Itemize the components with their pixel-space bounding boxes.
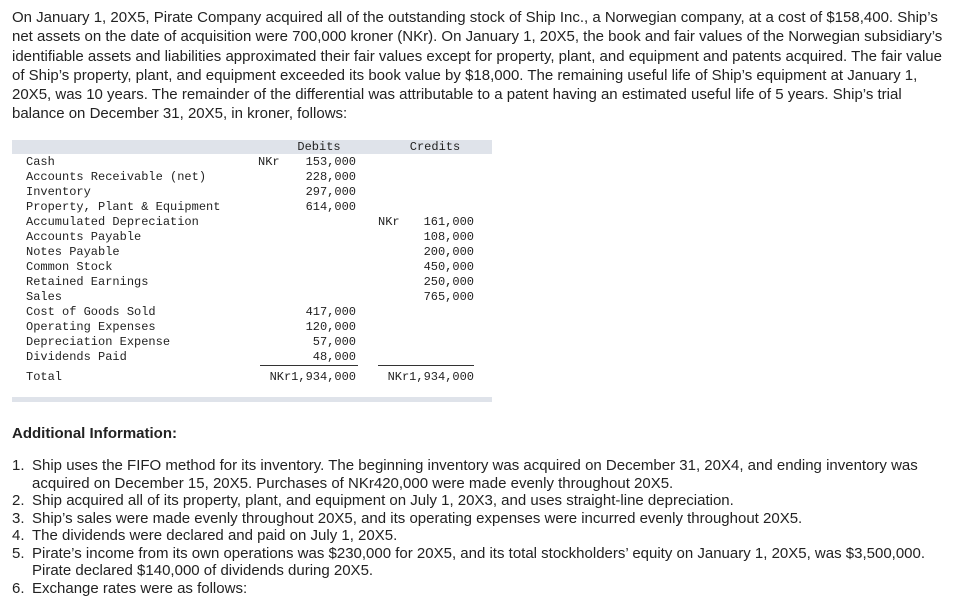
account-name: Notes Payable (26, 245, 120, 259)
account-name: Cost of Goods Sold (26, 305, 156, 319)
account-name: Depreciation Expense (26, 335, 171, 349)
item-text: Ship acquired all of its property, plant, and equipment on July 1, 20X3, and uses straight-line depreciation. (32, 492, 734, 509)
account-name: Property, Plant & Equipment (26, 200, 221, 214)
account-name: Accounts Payable (26, 230, 142, 244)
account-name: Cash (26, 155, 55, 169)
credit-amount: 108,000 (423, 230, 474, 244)
credit-amount: 450,000 (423, 260, 474, 274)
list-item (12, 510, 952, 528)
debit-amount: 57,000 (312, 335, 356, 349)
debit-amount: 120,000 (305, 320, 356, 334)
list-item (12, 457, 952, 492)
additional-info-list (12, 457, 952, 597)
debits-header: Debits (297, 140, 341, 154)
item-number: 6. (12, 579, 25, 597)
table-row (12, 350, 492, 365)
item-number: 3. (12, 509, 25, 527)
item-number: 1. (12, 457, 25, 474)
list-item (12, 580, 952, 598)
debit-amount: 228,000 (305, 170, 356, 184)
problem-intro: On January 1, 20X5, Pirate Company acquired all of the outstanding stock of Ship Inc., a Norwegian company, at a cost of $158,400. Ship’s net assets on the date of acquisition were 700,000 kroner (NKr). On January 1, 20X5, the book and fair values of the Norwegian subsidiary’s identifiable assets and liabilities approximated their fair values except for property, plant, and equipment and patents acquired. The fair value of Ship’s property, plant, and equipment exceeded its book value by $18,000. The remaining useful life of Ship’s equipment at January 1, 20X5, was 10 years. The remainder of the differential was attributable to a patent having an estimated useful life of 5 years. Ship’s trial balance on December 31, 20X5, in kroner, follows: (12, 9, 943, 123)
account-name: Retained Earnings (26, 275, 149, 289)
table-row (12, 155, 492, 170)
credit-amount: 765,000 (423, 290, 474, 304)
account-name: Inventory (26, 185, 91, 199)
account-name: Sales (26, 290, 63, 304)
table-row (12, 215, 492, 230)
item-number: 4. (12, 527, 25, 544)
debit-amount: 48,000 (312, 350, 356, 364)
table-row (12, 305, 492, 320)
item-number: 5. (12, 544, 25, 562)
account-name: Dividends Paid (26, 350, 127, 364)
item-text: Pirate’s income from its own operations was $230,000 for 20X5, and its total stockholders’ equity on January 1, 20X5, was $3,500,000. Pirate declared $140,000 of dividends during 20X5. (32, 544, 926, 579)
table-row (12, 230, 492, 245)
item-text: The dividends were declared and paid on July 1, 20X5. (32, 527, 398, 544)
total-row (12, 370, 492, 385)
debit-total-rule (260, 365, 358, 366)
table-row (12, 245, 492, 260)
total-label: Total (26, 370, 63, 384)
credit-currency: NKr (378, 215, 400, 229)
table-row (12, 200, 492, 215)
item-text: Exchange rates were as follows: (32, 579, 248, 597)
item-text: Ship uses the FIFO method for its inventory. The beginning inventory was acquired on December 31, 20X4, and ending inventory was acquired on December 15, 20X5. Purchases of NKr420,000 were made evenly throughout 20X5. (32, 457, 918, 492)
table-footer-bar (12, 397, 492, 402)
debit-amount: 297,000 (305, 185, 356, 199)
credit-amount: 250,000 (423, 275, 474, 289)
table-row (12, 275, 492, 290)
account-name: Common Stock (26, 260, 113, 274)
table-row (12, 335, 492, 350)
credit-total: NKr1,934,000 (387, 370, 474, 384)
list-item (12, 527, 952, 545)
credit-total-rule (378, 365, 474, 366)
item-number: 2. (12, 492, 25, 509)
table-row (12, 260, 492, 275)
debit-amount: 153,000 (305, 155, 356, 169)
trial-balance-table (12, 140, 492, 403)
item-text: Ship’s sales were made evenly throughout 20X5, and its operating expenses were incurred evenly throughout 20X5. (32, 509, 803, 527)
debit-amount: 417,000 (305, 305, 356, 319)
debit-currency: NKr (258, 155, 280, 169)
list-item (12, 492, 952, 510)
table-row (12, 170, 492, 185)
credit-amount: 200,000 (423, 245, 474, 259)
account-name: Accounts Receivable (net) (26, 170, 207, 184)
credit-amount: 161,000 (423, 215, 474, 229)
table-row (12, 185, 492, 200)
account-name: Operating Expenses (26, 320, 156, 334)
additional-info-heading: Additional Information: (12, 425, 177, 442)
table-row (12, 290, 492, 305)
credits-header: Credits (409, 140, 461, 154)
table-row (12, 320, 492, 335)
debit-amount: 614,000 (305, 200, 356, 214)
debit-total: NKr1,934,000 (269, 370, 356, 384)
list-item (12, 545, 952, 580)
account-name: Accumulated Depreciation (26, 215, 199, 229)
